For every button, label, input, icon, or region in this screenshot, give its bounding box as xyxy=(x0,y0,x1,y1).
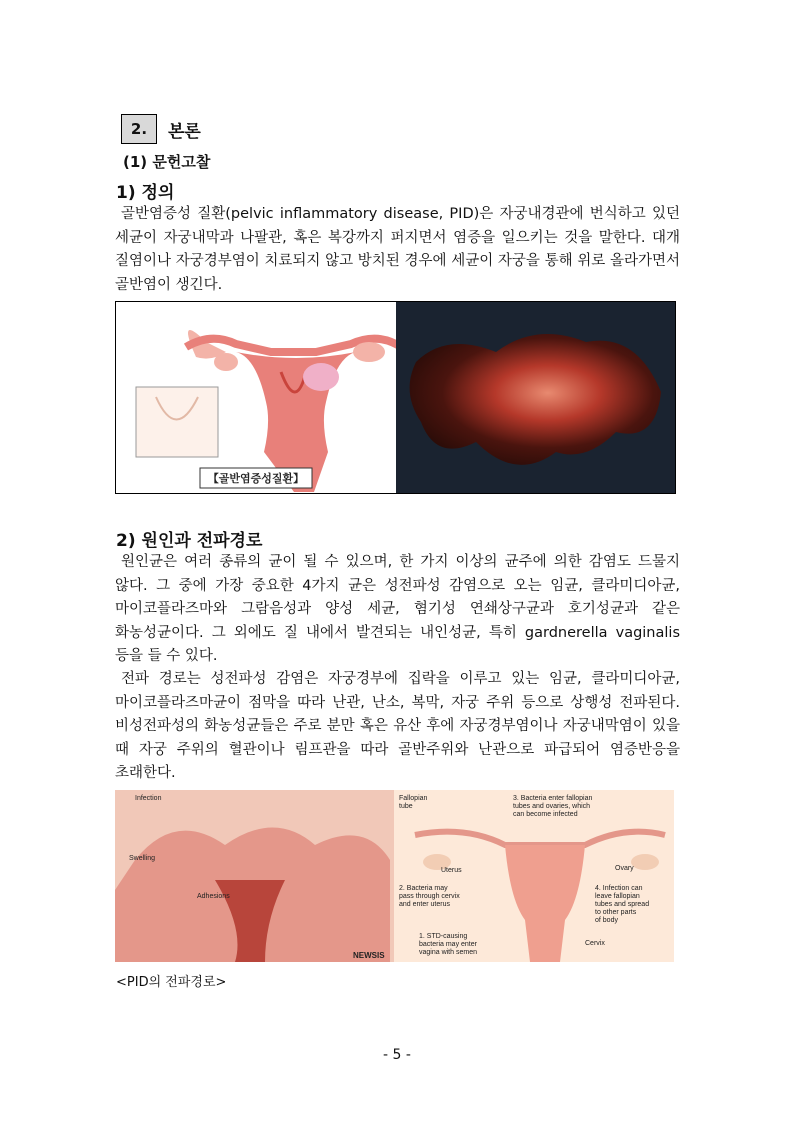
label-step2-3: and enter uterus xyxy=(399,901,450,908)
chapter-number-box xyxy=(121,114,157,144)
label-cervix: Cervix xyxy=(585,940,605,947)
newsis-logo: NEWSIS xyxy=(353,951,385,960)
causes-paragraph-1: 원인균은 여러 종류의 균이 될 수 있으며, 한 가지 이상의 균주에 의한 감염도 드물지 않다. 그 중에 가장 중요한 4가지 균은 성전파성 감염으로 오는 임균, 클라미디아균, 마이코플라즈마와 그람음성과 양성 세균, 혐기성 연쇄상구균과 호기성균과 같은 화농성균이다. 그 외에도 질 내에서 발견되는 내인성균, 특히 gardnerella vaginalis 등을 들 수 있다. xyxy=(115,554,680,664)
label-fallopian-2: tube xyxy=(399,803,413,810)
label-uterus: Uterus xyxy=(441,867,462,874)
label-ovary: Ovary xyxy=(615,865,634,872)
label-step4-1: 4. Infection can xyxy=(595,885,643,892)
label-step1-1: 1. STD-causing xyxy=(419,933,468,940)
transmission-graphic xyxy=(115,790,674,962)
definition-paragraph: 골반염증성 질환(pelvic inflammatory disease, PID)은 자궁내경관에 번식하고 있던 세균이 자궁내막과 나팔관, 혹은 복강까지 퍼지면서 염증을 일으키는 것을 말한다. 대개 질염이나 자궁경부염이 치료되지 않고 방치된 경우에 세균이 자궁을 통해 위로 올라가면서 골반염이 생긴다. xyxy=(115,206,680,293)
transmission-figure xyxy=(115,790,674,962)
label-step2-2: pass through cervix xyxy=(399,893,460,900)
pid-figure xyxy=(115,301,676,494)
page-number: - 5 - xyxy=(383,1047,411,1063)
figure1-label: 【골반염증성질환】 xyxy=(207,473,305,485)
causes-paragraph-2: 전파 경로는 성전파성 감염은 자궁경부에 집락을 이루고 있는 임균, 클라미디아균, 마이코플라즈마균이 점막을 따라 난관, 난소, 복막, 자궁 주위 등으로 상행성 전파된다. 비성전파성의 화농성균들은 주로 분만 혹은 유산 후에 자궁경부염이나 자궁내막염이 있을 때 자궁 주위의 혈관이나 림프관을 따라 골반주위와 난관으로 파급되어 염증반응을 초래한다. xyxy=(115,671,680,781)
chapter-number: 2. xyxy=(130,120,148,138)
label-step4-5: of body xyxy=(595,917,618,924)
label-step4-4: to other parts xyxy=(595,909,637,916)
causes-heading: 2) 원인과 전파경로 xyxy=(116,531,263,551)
label-step3-1: 3. Bacteria enter fallopian xyxy=(513,795,593,802)
label-swelling: Swelling xyxy=(129,855,156,862)
label-step3-3: can become infected xyxy=(513,811,578,818)
label-adhesions: Adhesions xyxy=(197,893,230,900)
label-step1-2: bacteria may enter xyxy=(419,941,477,948)
label-step2-1: 2. Bacteria may xyxy=(399,885,448,892)
pid-figure-graphic xyxy=(116,302,675,493)
definition-heading: 1) 정의 xyxy=(116,183,175,203)
figure-caption: <PID의 전파경로> xyxy=(116,975,227,990)
label-step4-2: leave fallopian xyxy=(595,893,640,900)
label-step3-2: tubes and ovaries, which xyxy=(513,803,591,810)
label-fallopian-1: Fallopian xyxy=(399,795,428,802)
label-step4-3: tubes and spread xyxy=(595,901,650,908)
label-step1-3: vagina with semen xyxy=(419,949,477,956)
chapter-title: 본론 xyxy=(168,122,201,142)
subsection-title: (1) 문헌고찰 xyxy=(123,153,211,171)
label-infection: Infection xyxy=(135,795,162,802)
